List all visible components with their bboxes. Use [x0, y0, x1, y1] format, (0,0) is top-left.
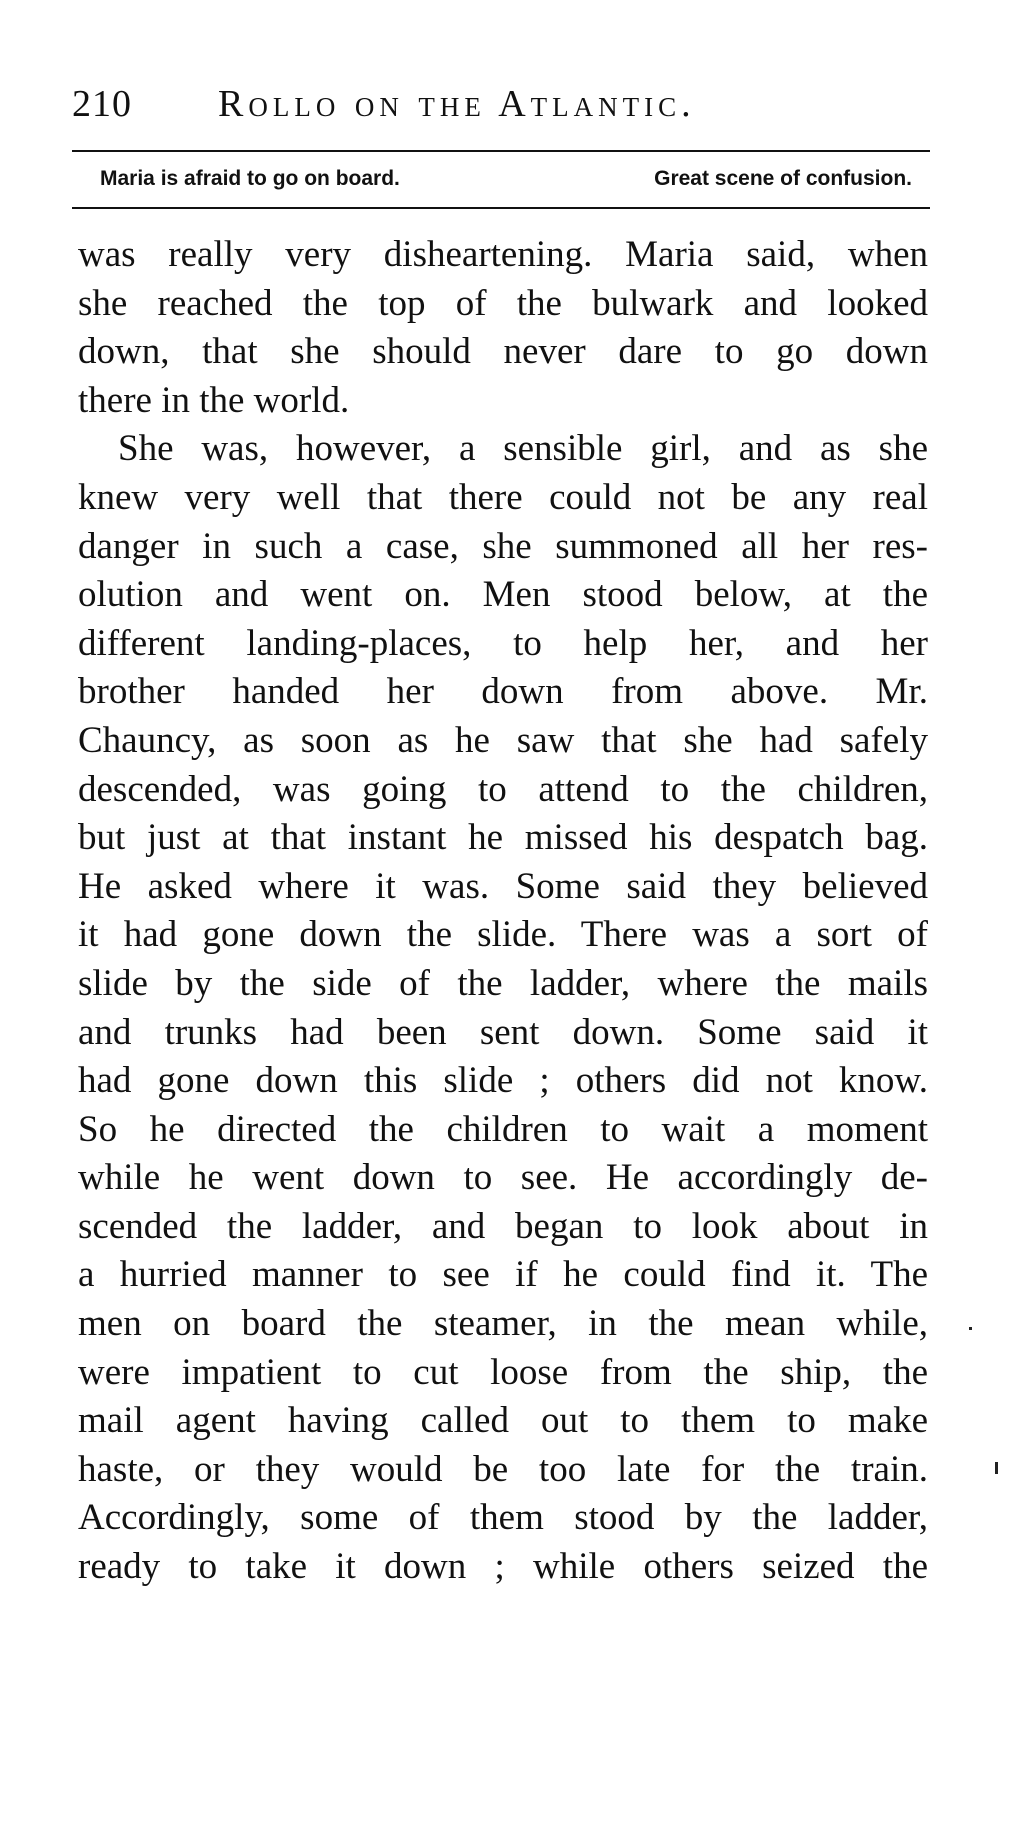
print-speck — [969, 1327, 972, 1330]
text-line: olution and went on. Men stood below, at the — [78, 574, 928, 616]
text-line: down, that she should never dare to go down — [78, 331, 928, 373]
text-line: scended the ladder, and began to look about in — [78, 1205, 928, 1247]
text-line: men on board the steamer, in the mean while, — [78, 1303, 928, 1345]
text-line: descended, was going to attend to the children, — [78, 768, 928, 810]
text-line: mail agent having called out to them to make — [78, 1400, 928, 1442]
text-line: Chauncy, as soon as he saw that she had safely — [78, 719, 928, 761]
text-line: brother handed her down from above. Mr. — [78, 671, 928, 713]
text-line: were impatient to cut loose from the ship, the — [78, 1351, 928, 1393]
text-line: there in the world. — [78, 379, 350, 421]
subhead-right: Great scene of confusion. — [654, 167, 912, 190]
text-line: He asked where it was. Some said they believed — [78, 865, 928, 907]
body-text — [78, 231, 928, 1592]
text-line: slide by the side of the ladder, where the mails — [78, 962, 928, 1004]
text-line: it had gone down the slide. There was a sort of — [78, 914, 928, 956]
text-line: different landing-places, to help her, and her — [78, 622, 928, 664]
text-line: Accordingly, some of them stood by the ladder, — [78, 1497, 928, 1539]
running-subheads — [100, 167, 912, 199]
text-line: knew very well that there could not be any real — [78, 476, 928, 518]
text-line: She was, however, a sensible girl, and as she — [118, 428, 928, 470]
running-head — [72, 82, 932, 132]
text-line: had gone down this slide ; others did not know. — [78, 1060, 928, 1102]
text-line: a hurried manner to see if he could find it. The — [78, 1254, 928, 1296]
text-line: was really very disheartening. Maria said, when — [78, 234, 928, 275]
print-speck — [995, 1462, 998, 1474]
page-number: 210 — [72, 83, 132, 125]
text-line: danger in such a case, she summoned all her res- — [78, 525, 928, 567]
header-rule-top — [72, 150, 930, 152]
text-line: and trunks had been sent down. Some said it — [78, 1011, 928, 1053]
text-line: haste, or they would be too late for the train. — [78, 1448, 928, 1490]
text-line: while he went down to see. He accordingly de- — [78, 1157, 928, 1199]
text-line: she reached the top of the bulwark and looked — [78, 282, 928, 324]
text-line: So he directed the children to wait a moment — [78, 1108, 928, 1150]
book-title: Rollo on the Atlantic. — [218, 83, 696, 125]
text-line: but just at that instant he missed his despatch bag. — [78, 817, 928, 859]
text-line: ready to take it down ; while others seized the — [78, 1546, 928, 1588]
header-rule-bottom — [72, 207, 930, 209]
subhead-left: Maria is afraid to go on board. — [100, 167, 400, 190]
